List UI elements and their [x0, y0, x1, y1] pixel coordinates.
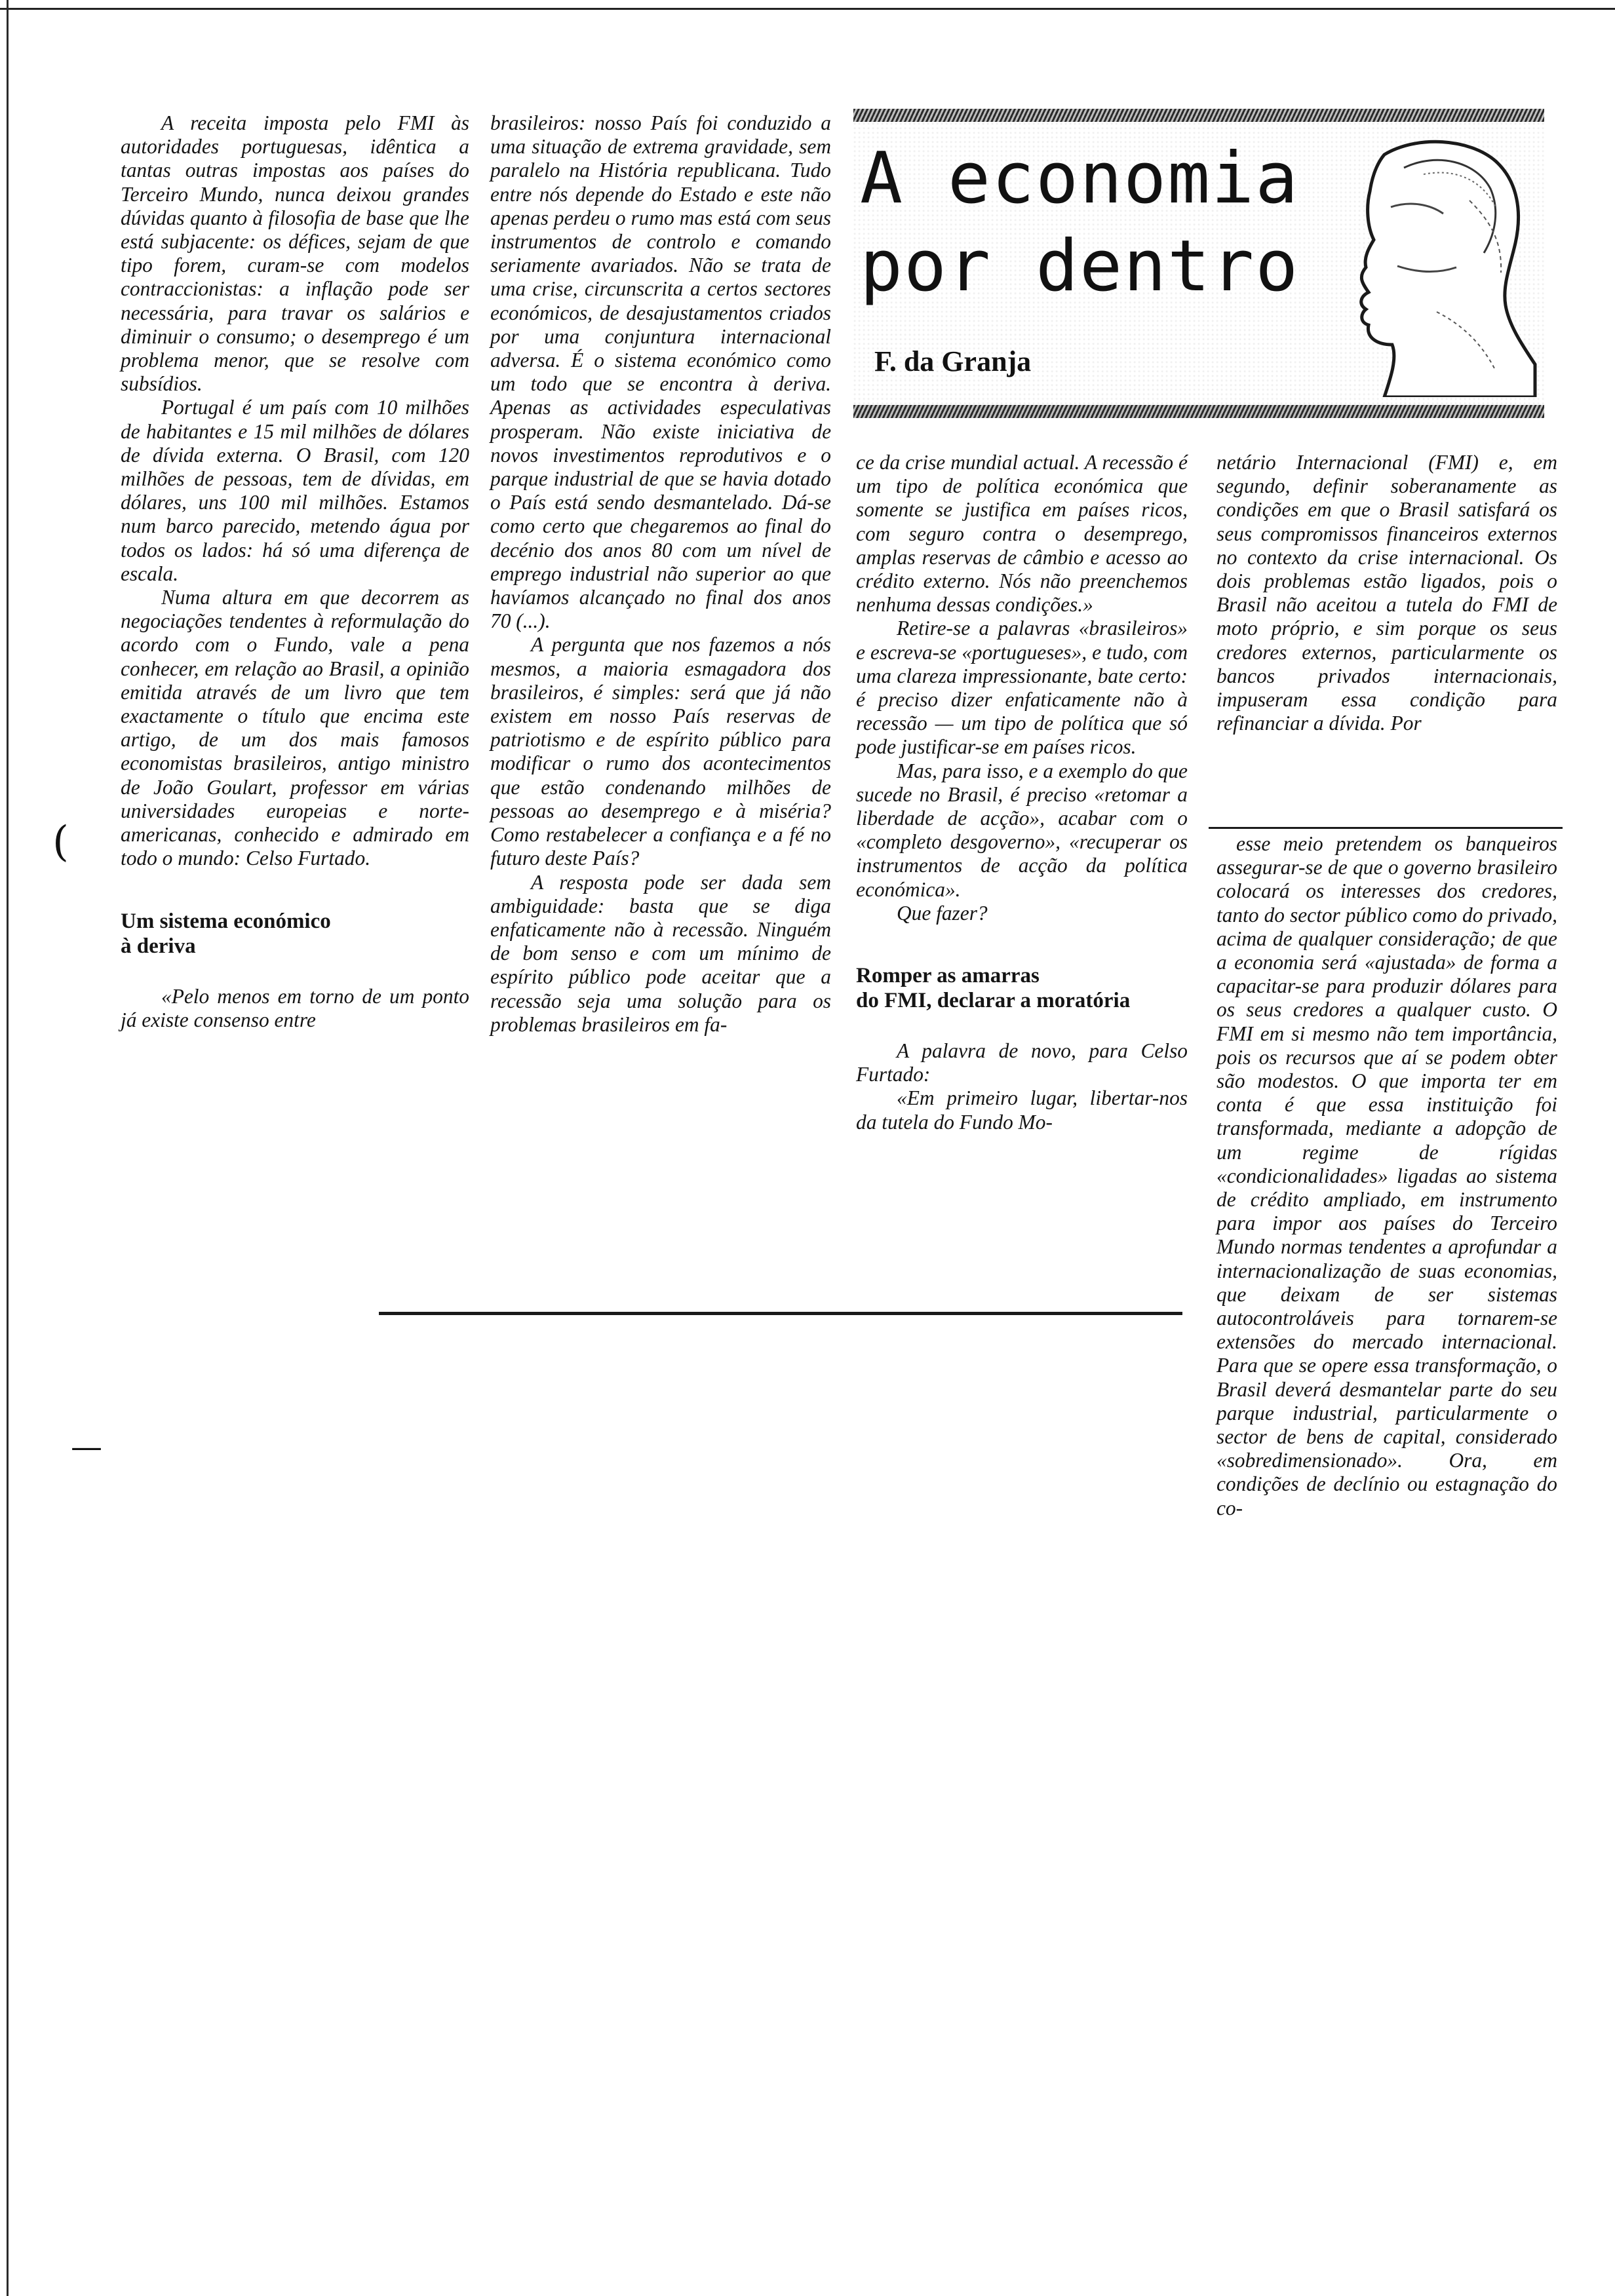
article-column-1	[121, 111, 469, 1032]
subheading-line: do FMI, declarar a moratória	[856, 989, 1131, 1013]
title-border-bottom	[853, 405, 1544, 418]
subheading-line: à deriva	[121, 934, 196, 958]
subheading-line: Romper as amarras	[856, 964, 1040, 988]
column-title-line-1: A economia	[860, 138, 1300, 220]
column-rule	[1209, 827, 1563, 829]
article-column-4-top	[1216, 451, 1557, 735]
author-byline: F. da Granja	[874, 345, 1032, 377]
scan-edge-left	[7, 0, 9, 2296]
scan-mark: —	[71, 1428, 102, 1465]
paragraph: esse meio pretendem os banqueiros assegurar-se de que o governo brasileiro colocará os interesses dos credores, tanto do sector público como do privado, acima de qualquer consideração; de que a economia será «ajustada» de forma a capacitar-se para produzir dólares para os seus credores a qualquer custo. O FMI em si mesmo não tem importância, pois os recursos que aí se podem obter são modestos. O que importa ter em conta é que essa instituição foi transformada, mediante a adopção de um regime de rígidas «condicionalidades» ligadas ao sistema de crédito ampliado, em instrumento para impor aos países do Terceiro Mundo normas tendentes a aprofundar a internacionalização de suas economias, que deixam de ser sistemas autocontroláveis para tornarem-se extensões do mercado internacional. Para que se opere essa transformação, o Brasil deverá desmantelar parte do seu parque industrial, particularmente o sector de bens de capital, considerado «sobredimensionado». Ora, em condições de declínio ou estagnação do co-	[1216, 832, 1557, 1520]
article-column-2	[490, 111, 831, 1037]
paragraph: Que fazer?	[897, 901, 988, 925]
paragraph: A palavra de novo, para Celso Furtado:	[856, 1039, 1188, 1086]
paragraph: Retire-se a palavras «brasileiros» e escreva-se «portugueses», e tudo, com uma clareza impressionante, bate certo: é preciso dizer enfaticamente não à recessão — um tipo de política que só pode justificar-se em países ricos.	[856, 617, 1188, 759]
paragraph: Portugal é um país com 10 milhões de habitantes e 15 mil milhões de dólares de dívida externa. O Brasil, com 120 milhões de pessoas, tem de dívidas, em dólares, uns 100 mil milhões. Estamos num barco parecido, metendo água por todos os lados: há só uma diferença de escala.	[121, 396, 469, 585]
column-rule	[379, 1312, 1182, 1315]
paragraph: Mas, para isso, e a exemplo do que sucede no Brasil, é preciso «retomar a liberdade de acção», acabar com o «completo desgoverno», «recuperar os instrumentos de acção da política económica».	[856, 759, 1188, 901]
column-title-line-2: por dentro	[860, 225, 1300, 307]
article-column-4-bottom	[1216, 832, 1557, 1520]
paragraph: brasileiros: nosso País foi conduzido a uma situação de extrema gravidade, sem paralelo na História republicana. Tudo entre nós depende do Estado e este não apenas perdeu o rumo mas está com seus instrumentos de controlo e comando seriamente avariados. Não se trata de uma crise, circunscrita a certos sectores económicos, de desajustamentos criados por uma conjuntura internacional adversa. É o sistema económico como um todo que se encontra à deriva. Apenas as actividades especulativas prosperam. Não existe iniciativa de novos investimentos reprodutivos e o parque industrial de que se havia dotado o País está sendo desmantelado. Dá-se como certo que chegaremos ao final do decénio dos anos 80 com um nível de emprego industrial não superior ao que havíamos alcançado no final dos anos 70 (...).	[490, 111, 831, 633]
subheading-romper-amarras	[856, 963, 1188, 1013]
subheading-sistema-economico	[121, 909, 469, 959]
paragraph: A receita imposta pelo FMI às autoridades portuguesas, idêntica a tantas outras impostas aos países do Terceiro Mundo, nunca deixou grandes dúvidas quanto à filosofia de base que lhe está subjacente: os défices, sejam de que tipo forem, curam-se com modelos contraccionistas: a inflação pode ser necessária, para travar os salários e diminuir o consumo; o desemprego é um problema menor, que se resolve com subsídios.	[121, 111, 469, 396]
paragraph: A resposta pode ser dada sem ambiguidade: basta que se diga enfaticamente não à recessão. Ninguém de bom senso e com um mínimo de espírito público pode aceitar que a recessão seja uma solução para os problemas brasileiros em fa-	[490, 870, 831, 1036]
author-portrait-illustration	[1306, 128, 1542, 397]
paragraph: «Pelo menos em torno de um ponto já existe consenso entre	[121, 984, 469, 1031]
scan-edge-top	[0, 8, 1615, 10]
scan-mark: (	[52, 818, 69, 866]
paragraph: netário Internacional (FMI) e, em segundo, definir soberanamente as condições em que o Brasil satisfará os seus compromissos financeiros externos no contexto da crise internacional. Os dois problemas estão ligados, pois o Brasil não aceitou a tutela do FMI de moto próprio, e sim porque os seus credores externos, particularmente os bancos privados internacionais, impuseram essa condição para refinanciar a dívida. Por	[1216, 451, 1557, 735]
subheading-line: Um sistema económico	[121, 909, 331, 933]
title-border-top	[853, 109, 1544, 122]
article-column-3	[856, 451, 1188, 1134]
paragraph: «Em primeiro lugar, libertar-nos da tutela do Fundo Mo-	[856, 1086, 1188, 1134]
paragraph: ce da crise mundial actual. A recessão é um tipo de política económica que somente se justifica em países ricos, com seguro contra o desemprego, amplas reservas de câmbio e acesso ao crédito externo. Nós não preenchemos nenhuma dessas condições.»	[856, 451, 1188, 617]
paragraph: A pergunta que nos fazemos a nós mesmos, a maioria esmagadora dos brasileiros, é simples: será que já não existem em nosso País reservas de patriotismo e de espírito público para modificar o rumo dos acontecimentos que estão condenando milhões de pessoas ao desemprego e à miséria? Como restabelecer a confiança e a fé no futuro deste País?	[490, 633, 831, 870]
column-title-box	[853, 109, 1544, 418]
paragraph: Numa altura em que decorrem as negociações tendentes à reformulação do acordo com o Fundo, vale a pena conhecer, em relação ao Brasil, a opinião emitida através de um livro que tem exactamente o título que encima este artigo, de um dos mais famosos economistas brasileiros, antigo ministro de João Goulart, professor em várias universidades europeias e norte-americanas, conhecido e admirado em todo o mundo: Celso Furtado.	[121, 586, 469, 870]
